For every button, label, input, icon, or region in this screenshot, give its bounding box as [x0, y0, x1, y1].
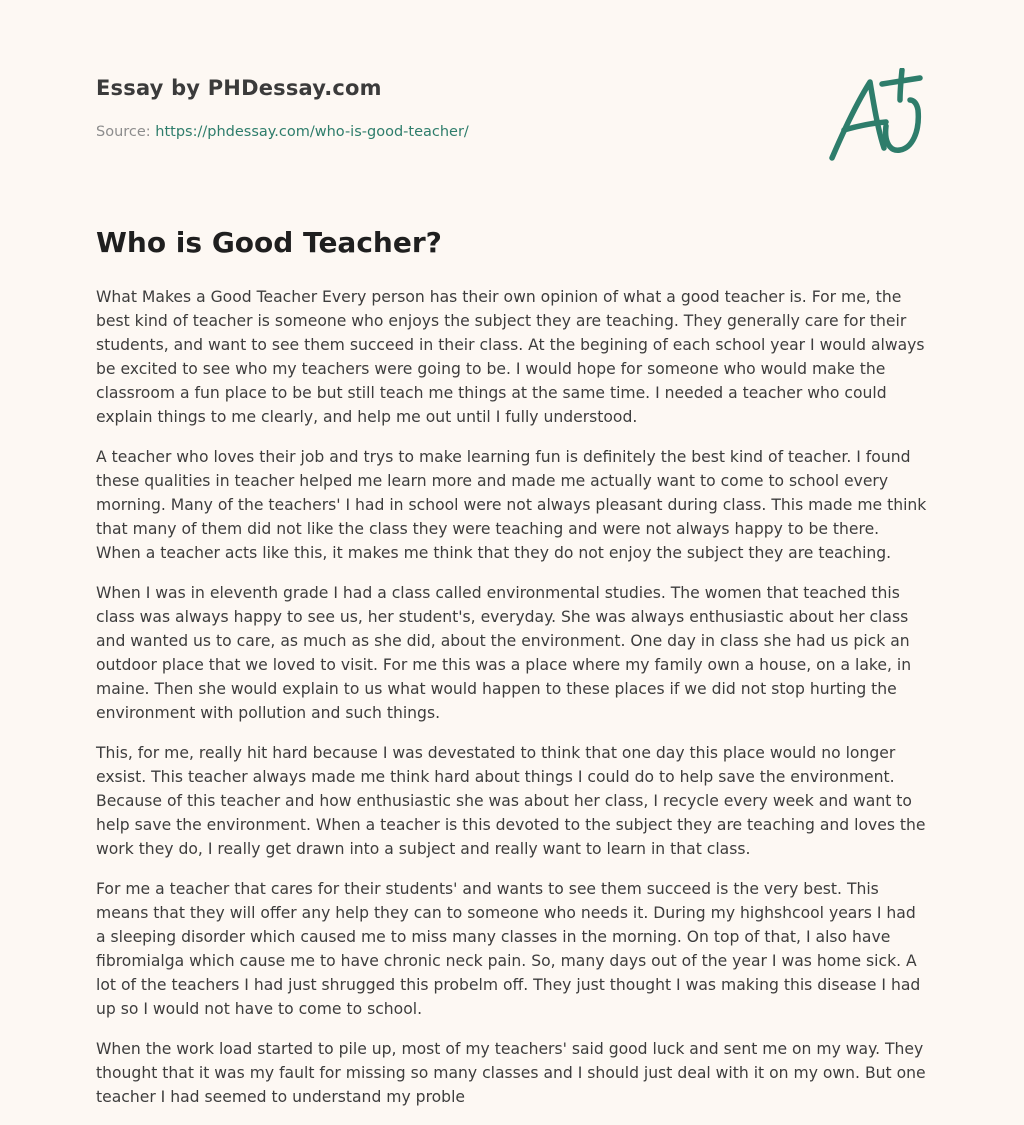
source-line: [96, 124, 469, 140]
source-link[interactable]: https://phdessay.com/who-is-good-teacher/: [155, 124, 469, 140]
essay-paragraph: A teacher who loves their job and trys to make learning fun is definitely the best kind of teacher. I found these qualities in teacher helped me learn more and made me actually want to come to school every morning. Many of the teachers' I had in school were not always pleasant during class. This made me think that many of them did not like the class they were teaching and were not always happy to be there. When a teacher acts like this, it makes me think that they do not enjoy the subject they are teaching.: [96, 448, 927, 562]
essay-body: [96, 285, 928, 1125]
page-header: [96, 0, 928, 190]
essay-paragraph: This, for me, really hit hard because I was devestated to think that one day this place would no longer exsist. This teacher always made me think hard about things I could do to help save the environment. Because of this teacher and how enthusiastic she was about her class, I recycle every week and want to help save the environment. When a teacher is this devoted to the subject they are teaching and loves the work they do, I really get drawn into a subject and really want to learn in that class.: [96, 744, 926, 858]
a-plus-logo-icon: [824, 68, 924, 166]
source-label: Source:: [96, 124, 151, 140]
essay-paragraph: What Makes a Good Teacher Every person has their own opinion of what a good teacher is. For me, the best kind of teacher is someone who enjoys the subject they are teaching. They generally care for their students, and want to see them succeed in their class. At the begining of each school year I would always be excited to see who my teachers were going to be. I would hope for someone who would make the classroom a fun place to be but still teach me things at the same time. I needed a teacher who could explain things to me clearly, and help me out until I fully understood.: [96, 288, 925, 426]
essay-paragraph: For me a teacher that cares for their students' and wants to see them succeed is the very best. This means that they will offer any help they can to someone who needs it. During my highshcool years I had a sleeping disorder which caused me to miss many classes in the morning. On top of that, I also have fibromialga which cause me to have chronic neck pain. So, many days out of the year I was home sick. A lot of the teachers I had just shrugged this probelm off. They just thought I was making this disease I had up so I would not have to come to school.: [96, 880, 921, 1018]
site-brand: Essay by PHDessay.com: [96, 76, 382, 100]
essay-paragraph: When the work load started to pile up, most of my teachers' said good luck and sent me on my way. They thought that it was my fault for missing so many classes and I should just deal with it on my own. But one teacher I had seemed to understand my proble: [96, 1040, 926, 1106]
essay-title: Who is Good Teacher?: [96, 226, 442, 259]
essay-paragraph: When I was in eleventh grade I had a class called environmental studies. The women that teached this class was always happy to see us, her student's, everyday. She was always enthusiastic about her class and wanted us to care, as much as she did, about the environment. One day in class she had us pick an outdoor place that we loved to visit. For me this was a place where my family own a house, on a lake, in maine. Then she would explain to us what would happen to these places if we did not stop hurting the environment with pollution and such things.: [96, 584, 912, 722]
